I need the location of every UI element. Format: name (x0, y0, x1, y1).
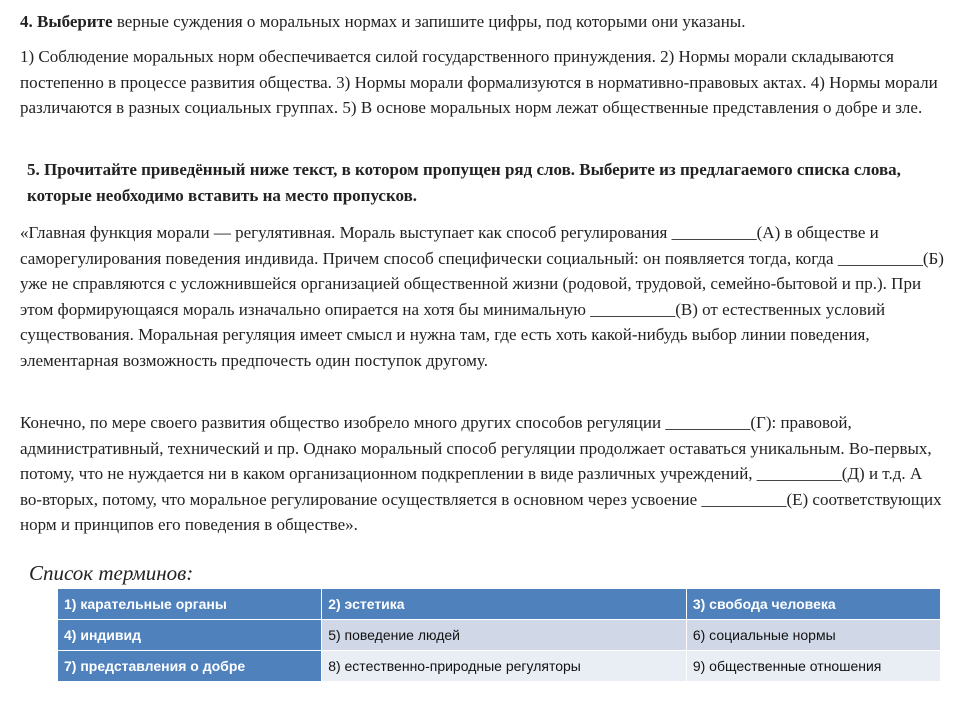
terms-table-row (58, 620, 941, 651)
question-5-paragraph-2: Конечно, по мере своего развития общество изобрело много других способов регуляции __________(Г): правовой, административный, технический и пр. Однако моральный способ регуляции продолжает оставаться уникальным. Во-первых, потому, что не нуждается ни в каком организационном подкреплении в виде различных учреждений, __________(Д) и т.д. А во-вторых, потому, что моральное регулирование осуществляется в основном через усвоение __________(Е) соответствующих норм и принципов его поведения в обществе». (20, 413, 942, 534)
term-cell: 3) свобода человека (686, 589, 940, 620)
question-4-options: 1) Соблюдение моральных норм обеспечивается силой государственного принуждения. 2) Нормы морали складываются постепенно в процессе развития общества. 3) Нормы морали формализуются в нормативно-правовых актах. 4) Нормы морали различаются в разных социальных группах. 5) В основе моральных норм лежат общественные представления о добре и зле. (20, 47, 938, 117)
term-cell: 5) поведение людей (322, 620, 687, 651)
term-cell: 6) социальные нормы (686, 620, 940, 651)
terms-table-row (58, 651, 941, 682)
question-4-heading-text: верные суждения о моральных нормах и запишите цифры, под которыми они указаны. (112, 12, 746, 31)
term-cell: 9) общественные отношения (686, 651, 940, 682)
terms-list-title: Список терминов: (29, 561, 194, 585)
question-4-heading-bold: 4. Выберите (20, 12, 113, 31)
question-5-paragraph-1: «Главная функция морали — регулятивная. Мораль выступает как способ регулирования __________(А) в обществе и саморегулирования поведения индивида. Причем способ специфически социальный: он появляется тогда, когда __________(Б) уже не справляются с усложнившейся организацией общественной жизни (родовой, трудовой, семейно-бытовой и пр.). При этом формирующаяся мораль изначально опирается на хотя бы минимальную __________(В) от естественных условий существования. Моральная регуляция имеет смысл и нужна там, где есть хоть какой-нибудь выбор линии поведения, элементарная возможность предпочесть один поступок другому. (20, 223, 944, 370)
terms-table-row (58, 589, 941, 620)
term-cell: 8) естественно-природные регуляторы (322, 651, 687, 682)
terms-table (57, 588, 941, 682)
question-5-heading: 5. Прочитайте приведённый ниже текст, в котором пропущен ряд слов. Выберите из предлагаемого списка слова, которые необходимо вставить на место пропусков. (27, 160, 901, 205)
term-cell: 2) эстетика (322, 589, 687, 620)
question-4-heading (20, 9, 944, 35)
term-cell: 7) представления о добре (58, 651, 322, 682)
term-cell: 1) карательные органы (58, 589, 322, 620)
term-cell: 4) индивид (58, 620, 322, 651)
